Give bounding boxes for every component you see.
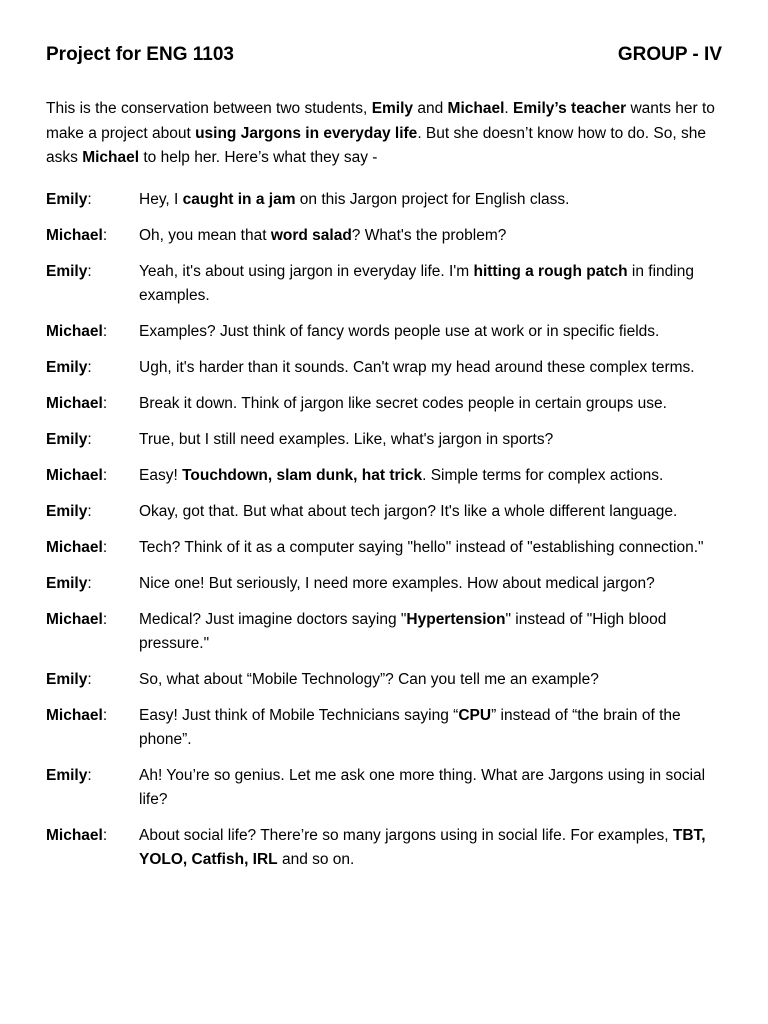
text-run: . But she doesn’t know how to do. So, she asks <box>46 124 706 166</box>
speaker-label <box>46 392 139 416</box>
dialogue-line <box>46 464 722 488</box>
text-run: About social life? There’re so many jargons using in social life. For examples, <box>139 826 673 844</box>
speaker-label <box>46 464 139 488</box>
bold-text: word salad <box>270 226 352 244</box>
speaker-label <box>46 536 139 560</box>
dialogue-text <box>139 668 722 692</box>
group-label: GROUP - IV <box>617 44 722 65</box>
dialogue-text <box>139 392 722 416</box>
speaker-name: Michael <box>46 826 103 844</box>
dialogue-text <box>139 824 722 872</box>
text-run: . <box>504 100 514 117</box>
speaker-name: Emily <box>46 190 88 208</box>
dialogue-line <box>46 668 722 692</box>
text-run: Easy! Just think of Mobile Technicians saying “ <box>139 706 459 724</box>
dialogue-text <box>139 188 722 212</box>
speaker-label <box>46 224 139 248</box>
dialogue-line <box>46 536 722 560</box>
text-run: Medical? Just imagine doctors saying " <box>139 610 407 628</box>
dialogue-list <box>46 188 722 872</box>
speaker-name: Michael <box>46 706 103 724</box>
text-run: " instead of "High blood pressure." <box>139 610 667 652</box>
speaker-name: Michael <box>46 610 103 628</box>
dialogue-line <box>46 320 722 344</box>
speaker-name: Emily <box>46 766 88 784</box>
speaker-name: Emily <box>46 262 88 280</box>
text-run: in finding examples. <box>139 262 694 304</box>
text-run: Oh, you mean that <box>139 226 271 244</box>
speaker-label <box>46 188 139 212</box>
text-run: . Simple terms for complex actions. <box>422 466 664 484</box>
dialogue-line <box>46 188 722 212</box>
text-run: Break it down. Think of jargon like secret codes people in certain groups use. <box>139 394 667 412</box>
dialogue-line <box>46 824 722 872</box>
text-run: on this Jargon project for English class. <box>295 190 570 208</box>
bold-text: Michael <box>447 100 505 117</box>
dialogue-line <box>46 572 722 596</box>
speaker-colon: : <box>102 466 108 484</box>
text-run: Hey, I <box>139 190 183 208</box>
dialogue-text <box>139 764 722 812</box>
speaker-name: Michael <box>46 226 103 244</box>
speaker-colon: : <box>102 826 108 844</box>
text-run: Ugh, it's harder than it sounds. Can't wrap my head around these complex terms. <box>139 358 695 376</box>
dialogue-line <box>46 356 722 380</box>
speaker-label <box>46 260 139 308</box>
speaker-colon: : <box>87 670 92 688</box>
speaker-label <box>46 500 139 524</box>
dialogue-line <box>46 500 722 524</box>
speaker-colon: : <box>87 502 92 520</box>
dialogue-text <box>139 608 722 656</box>
dialogue-text <box>139 356 722 380</box>
speaker-name: Emily <box>46 670 88 688</box>
speaker-label <box>46 572 139 596</box>
text-run: Nice one! But seriously, I need more examples. How about medical jargon? <box>139 574 655 592</box>
speaker-name: Michael <box>46 322 103 340</box>
dialogue-text <box>139 428 722 452</box>
speaker-name: Michael <box>46 466 103 484</box>
bold-text: caught in a jam <box>182 190 296 208</box>
bold-text: CPU <box>458 706 492 724</box>
dialogue-text <box>139 536 722 560</box>
speaker-label <box>46 428 139 452</box>
speaker-name: Michael <box>46 538 103 556</box>
speaker-colon: : <box>87 190 92 208</box>
text-run: True, but I still need examples. Like, what's jargon in sports? <box>139 430 554 448</box>
dialogue-line <box>46 260 722 308</box>
bold-text: Michael <box>82 149 140 166</box>
dialogue-line <box>46 224 722 248</box>
speaker-colon: : <box>102 610 108 628</box>
text-run: ” instead of “the brain of the phone”. <box>139 706 681 748</box>
speaker-colon: : <box>102 322 108 340</box>
bold-text: TBT, YOLO, Catfish, IRL <box>139 826 706 868</box>
speaker-label <box>46 608 139 656</box>
bold-text: Hypertension <box>406 610 506 628</box>
text-run: So, what about “Mobile Technology”? Can you tell me an example? <box>139 670 599 688</box>
speaker-name: Michael <box>46 394 103 412</box>
bold-text: hitting a rough patch <box>473 262 628 280</box>
text-run: This is the conservation between two students, <box>46 100 372 117</box>
dialogue-text <box>139 500 722 524</box>
bold-text: Emily’s teacher <box>513 100 627 117</box>
text-run: Tech? Think of it as a computer saying "hello" instead of "establishing connection." <box>139 538 704 556</box>
speaker-colon: : <box>87 262 92 280</box>
dialogue-line <box>46 392 722 416</box>
speaker-colon: : <box>102 226 108 244</box>
document-header <box>46 44 722 74</box>
dialogue-text <box>139 260 722 308</box>
speaker-colon: : <box>87 430 92 448</box>
text-run: Okay, got that. But what about tech jargon? It's like a whole different language. <box>139 502 678 520</box>
document-page <box>46 44 722 884</box>
speaker-colon: : <box>102 706 108 724</box>
dialogue-text <box>139 464 722 488</box>
speaker-colon: : <box>102 394 108 412</box>
speaker-label <box>46 704 139 752</box>
text-run: ? What's the problem? <box>351 226 507 244</box>
dialogue-line <box>46 704 722 752</box>
text-run: and <box>413 100 448 117</box>
speaker-label <box>46 668 139 692</box>
speaker-colon: : <box>87 766 92 784</box>
dialogue-line <box>46 764 722 812</box>
text-run: Examples? Just think of fancy words people use at work or in specific fields. <box>139 322 660 340</box>
bold-text: Touchdown, slam dunk, hat trick <box>182 466 423 484</box>
intro-paragraph <box>46 97 722 171</box>
speaker-label <box>46 356 139 380</box>
text-run: and so on. <box>277 850 355 868</box>
speaker-label <box>46 764 139 812</box>
speaker-label <box>46 320 139 344</box>
bold-text: using Jargons in everyday life <box>195 124 418 142</box>
speaker-colon: : <box>87 574 92 592</box>
text-run: to help her. Here’s what they say - <box>139 149 378 166</box>
dialogue-text <box>139 320 722 344</box>
speaker-name: Emily <box>46 502 88 520</box>
dialogue-text <box>139 572 722 596</box>
speaker-label <box>46 824 139 872</box>
text-run: Easy! <box>139 466 183 484</box>
text-run: wants her to make a project about <box>46 100 715 142</box>
bold-text: Emily <box>371 100 414 117</box>
dialogue-line <box>46 608 722 656</box>
speaker-colon: : <box>87 358 92 376</box>
dialogue-text <box>139 704 722 752</box>
text-run: Ah! You’re so genius. Let me ask one more thing. What are Jargons using in social life? <box>139 766 706 808</box>
dialogue-text <box>139 224 722 248</box>
speaker-name: Emily <box>46 358 88 376</box>
project-title: Project for ENG 1103 <box>46 44 234 65</box>
text-run: Yeah, it's about using jargon in everyday life. I'm <box>139 262 474 280</box>
speaker-name: Emily <box>46 574 88 592</box>
speaker-colon: : <box>102 538 108 556</box>
speaker-name: Emily <box>46 430 88 448</box>
dialogue-line <box>46 428 722 452</box>
